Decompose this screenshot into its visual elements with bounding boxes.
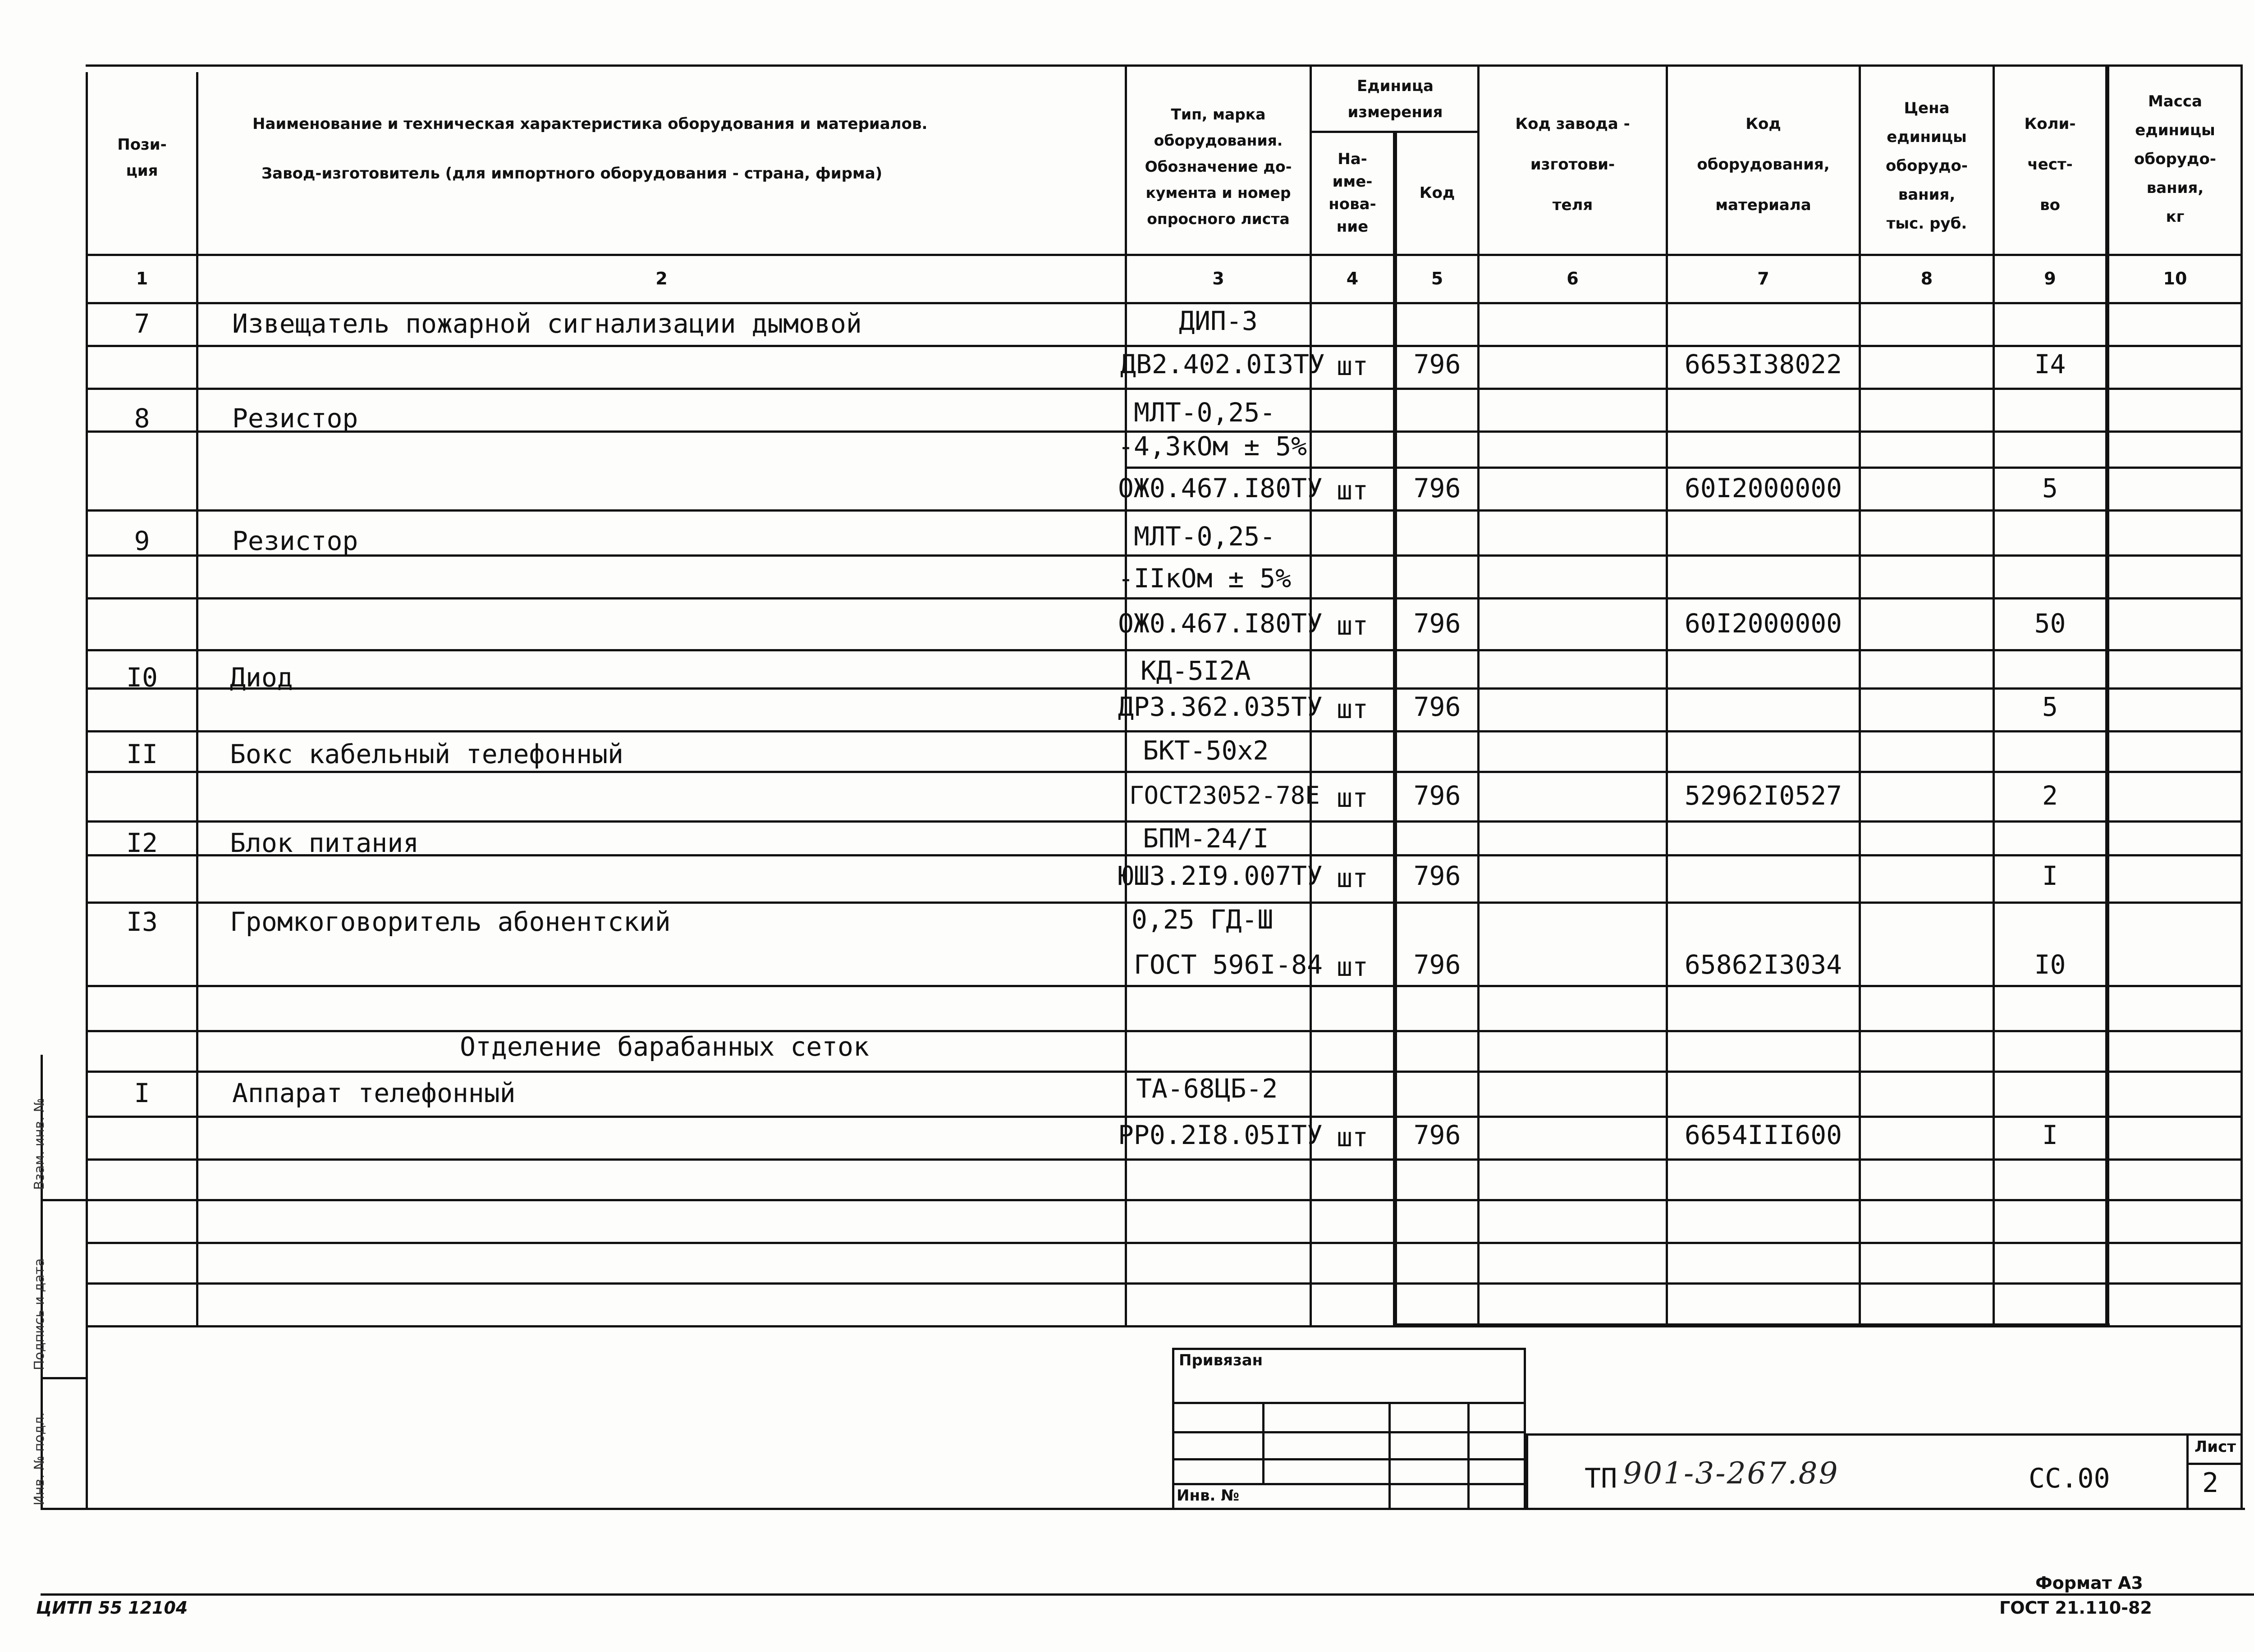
row-line [86, 1030, 2243, 1032]
stamp-line [1172, 1402, 1526, 1404]
row-type: МЛТ-0,25- [1134, 521, 1276, 552]
column-number-7: 7 [1757, 269, 1769, 288]
row-quantity: 5 [2042, 473, 2058, 503]
side-margin-tick [41, 1199, 86, 1201]
row-type: ОЖ0.467.I80ТУ [1118, 608, 1323, 639]
row-type: ДИП-3 [1179, 306, 1258, 336]
row-line [86, 388, 2243, 390]
binding-stamp [1172, 1348, 1526, 1510]
row-equipment-code: 52962I0527 [1684, 780, 1842, 811]
row-name: Громкоговоритель абонентский [230, 906, 671, 937]
row-name: Бокс кабельный телефонный [230, 739, 623, 769]
title-block-top [1526, 1433, 2243, 1436]
side-margin-tick [41, 1377, 86, 1379]
row-line [86, 1199, 2243, 1201]
row-unit-code: 796 [1413, 949, 1461, 980]
row-quantity: I4 [2034, 349, 2066, 380]
column-number-4: 4 [1346, 269, 1359, 288]
header-type: Тип, марка оборудования. Обозначение до- кумента и номер опросного листа [1145, 105, 1292, 228]
row-line [86, 1158, 2243, 1161]
row-type: 0,25 ГД-Ш [1132, 904, 1274, 935]
row-name: Блок питания [230, 828, 419, 858]
table-bottom-thick [1393, 1323, 2110, 1327]
row-type: ТА-68ЦБ-2 [1136, 1073, 1278, 1104]
row-quantity: I [2042, 860, 2058, 891]
column-number-3: 3 [1212, 269, 1224, 288]
row-unit: шт [1337, 952, 1368, 982]
col-divider-7 [1859, 64, 1861, 1327]
header-unit-code: Код [1419, 183, 1455, 202]
row-equipment-code: 6654III600 [1684, 1120, 1842, 1150]
document-code-handwritten: 901-3-267.89 [1623, 1456, 1839, 1491]
column-number-1: 1 [136, 269, 148, 288]
stamp-line [1172, 1483, 1526, 1485]
row-name: Резистор [232, 526, 358, 556]
row-type: ГОСТ23052-78Е [1129, 781, 1320, 810]
row-type: ДР3.362.035ТУ [1118, 691, 1323, 722]
row-line [86, 554, 2243, 557]
inventory-number-label: Инв. № [1177, 1487, 1240, 1505]
header-manufacturer-code: Код завода - изготови- теля [1515, 115, 1630, 214]
header-unit-name: На- име- нова- ние [1329, 150, 1376, 236]
sheet-box-line [2186, 1463, 2243, 1465]
row-unit: шт [1337, 863, 1368, 893]
footer-gost: ГОСТ 21.110-82 [1999, 1598, 2152, 1618]
row-unit-code: 796 [1413, 860, 1461, 891]
row-line [86, 649, 2243, 651]
row-type: ЮШ3.2I9.007ТУ [1118, 860, 1323, 891]
column-number-10: 10 [2163, 269, 2187, 288]
row-quantity: I0 [2034, 949, 2066, 980]
row-position: 8 [134, 403, 150, 434]
column-number-5: 5 [1431, 269, 1443, 288]
column-number-8: 8 [1920, 269, 1933, 288]
row-quantity: 2 [2042, 780, 2058, 811]
row-type: РР0.2I8.05IТУ [1118, 1120, 1323, 1150]
row-position: I [134, 1078, 150, 1108]
header-unit-group: Единица измерения [1347, 77, 1443, 121]
sheet-label: Лист [2194, 1438, 2236, 1456]
row-unit: шт [1337, 351, 1368, 381]
column-number-2: 2 [655, 269, 668, 288]
row-name: Извещатель пожарной сигнализации дымовой [232, 308, 862, 339]
row-type: КД-5I2А [1141, 655, 1251, 686]
header-name-line2: Завод-изготовитель (для импортного оборудования - страна, фирма) [261, 165, 883, 183]
row-unit: шт [1337, 783, 1368, 813]
row-line [86, 597, 2243, 599]
document-mark: СС.00 [2029, 1463, 2110, 1494]
stamp-divider [1388, 1402, 1391, 1510]
frame-bottom [41, 1508, 2245, 1510]
frame-right [2240, 64, 2243, 1510]
header-equipment-code: Код оборудования, материала [1697, 115, 1830, 214]
row-type: -IIкОм ± 5% [1118, 563, 1292, 594]
row-position: I3 [126, 906, 158, 937]
row-quantity: 5 [2042, 691, 2058, 722]
frame-top [86, 64, 2243, 67]
sheet-number: 2 [2202, 1467, 2219, 1499]
side-label-signature: Подпись и дата [32, 1258, 47, 1370]
row-line [86, 985, 2243, 987]
row-unit-code: 796 [1413, 780, 1461, 811]
frame-outer-bottom [41, 1593, 2254, 1596]
col-divider-9 [2105, 64, 2109, 1327]
row-position: 7 [134, 308, 150, 339]
row-position: I0 [126, 662, 158, 693]
row-equipment-code: 60I2000000 [1684, 608, 1842, 639]
header-quantity: Коли- чест- во [2024, 115, 2076, 214]
row-position: 9 [134, 526, 150, 556]
row-name: Аппарат телефонный [232, 1078, 516, 1108]
row-equipment-code: 65862I3034 [1684, 949, 1842, 980]
row-unit-code: 796 [1413, 608, 1461, 639]
row-position: I2 [126, 828, 158, 858]
row-name: Диод [230, 662, 293, 693]
section-heading: Отделение барабанных сеток [460, 1031, 869, 1062]
row-unit-code: 796 [1413, 691, 1461, 722]
row-unit: шт [1337, 475, 1368, 506]
header-mass: Масса единицы оборудо- вания, кг [2134, 92, 2216, 226]
stamp-divider [1467, 1402, 1470, 1510]
row-line [86, 1242, 2243, 1244]
stamp-line [1172, 1431, 1526, 1433]
row-unit: шт [1337, 610, 1368, 641]
row-unit: шт [1337, 1122, 1368, 1153]
title-block-divider [1526, 1433, 1528, 1510]
side-label-inventory: Инв. № подл. [32, 1412, 47, 1506]
stamp-divider [1262, 1402, 1264, 1483]
column-number-6: 6 [1567, 269, 1579, 288]
header-position: Пози- ция [117, 136, 167, 180]
row-line [1125, 467, 2243, 469]
column-number-9: 9 [2044, 269, 2056, 288]
row-line [86, 1282, 2243, 1285]
row-type: БКТ-50х2 [1143, 735, 1269, 766]
row-quantity: I [2042, 1120, 2058, 1150]
row-type: МЛТ-0,25- [1134, 397, 1276, 428]
footer-format: Формат А3 [2035, 1573, 2143, 1593]
bound-label: Привязан [1179, 1351, 1263, 1369]
row-type: ДВ2.402.0I3ТУ [1120, 349, 1325, 380]
footer-archive-code: ЦИТП 55 12104 [36, 1598, 188, 1618]
stamp-line [1172, 1458, 1526, 1460]
row-equipment-code: 6653I38022 [1684, 349, 1842, 380]
row-position: II [126, 739, 158, 769]
row-type: -4,3кОм ± 5% [1118, 431, 1307, 462]
row-equipment-code: 60I2000000 [1684, 473, 1842, 503]
document-code-prefix: ТП [1585, 1463, 1617, 1494]
row-unit-code: 796 [1413, 1120, 1461, 1150]
row-type: БПМ-24/I [1143, 823, 1269, 854]
header-name-line1: Наименование и техническая характеристика оборудования и материалов. [252, 115, 928, 133]
row-unit-code: 796 [1413, 349, 1461, 380]
side-label-replacement: Взам. инв. № [32, 1098, 47, 1190]
row-quantity: 50 [2034, 608, 2066, 639]
row-type: ОЖ0.467.I80ТУ [1118, 473, 1323, 503]
sheet-box-divider [2186, 1433, 2189, 1510]
row-type: ГОСТ 596I-84 [1134, 949, 1323, 980]
row-unit: шт [1337, 694, 1368, 724]
row-name: Резистор [232, 403, 358, 434]
header-price: Цена единицы оборудо- вания, тыс. руб. [1886, 99, 1968, 233]
row-line [86, 509, 2243, 512]
row-unit-code: 796 [1413, 473, 1461, 503]
